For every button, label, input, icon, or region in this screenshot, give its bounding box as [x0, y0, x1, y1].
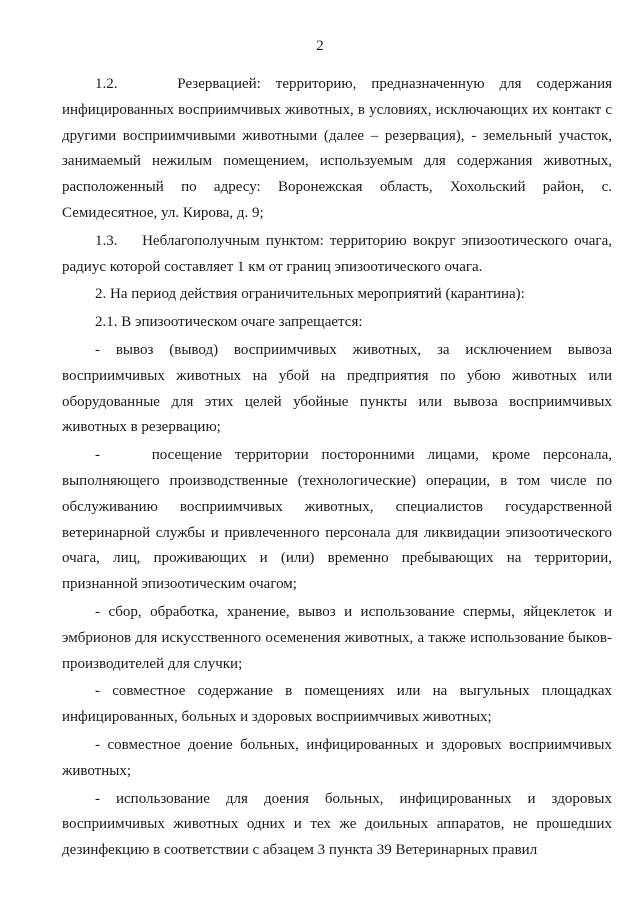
list-item-joint-keeping: - совместное содержание в помещениях или на выгульных площадках инфицированных, больных и здоровых восприимчивых животных; [62, 683, 612, 726]
paragraph-1-3-unfavorable-point: 1.3. Неблагополучным пунктом: территорию вокруг эпизоотического очага, радиус которой составляет 1 км от границ эпизоотического очага. [62, 232, 612, 275]
list-item-export-animals: - вывоз (вывод) восприимчивых животных, за исключением вывоза восприимчивых животных на убой на предприятия по убою животных или оборудованные для этих целей убойные пункты или вывоза восприимчивых животных в резервацию; [62, 341, 612, 436]
list-item-territory-visits: - посещение территории посторонними лицами, кроме персонала, выполняющего производственные (технологические) операции, в том числе по обслуживанию восприимчивых животных, специалистов государственной ветеринарной службы и привлеченного персонала для ликвидации эпизоотического очага, лиц, проживающих и (или) временно пребывающих на территории, признанной эпизоотическим очагом; [62, 447, 612, 593]
paragraph-1-2-reservation: 1.2. Резервацией: территорию, предназначенную для содержания инфицированных восприимчивых животных, в условиях, исключающих их контакт с другими восприимчивыми животными (далее – резервация), - земельный участок, занимаемый нежилым помещением, используемым для содержания животных, расположенный по адресу: Воронежская область, Хохольский район, с. Семидесятное, ул. Кирова, д. 9; [62, 76, 612, 221]
document-body [62, 72, 612, 864]
paragraph-2-quarantine-period: 2. На период действия ограничительных мероприятий (карантина): [95, 286, 525, 303]
list-item-joint-milking: - совместное доение больных, инфицированных и здоровых восприимчивых животных; [62, 736, 612, 779]
paragraph-2-1-prohibitions: 2.1. В эпизоотическом очаге запрещается: [95, 314, 363, 331]
list-item-milking-machines: - использование для доения больных, инфицированных и здоровых восприимчивых животных одних и тех же доильных аппаратов, не прошедших дезинфекцию в соответствии с абзацем 3 пункта 39 Ветеринарных правил [62, 790, 612, 859]
list-item-sperm-embryos: - сбор, обработка, хранение, вывоз и использование спермы, яйцеклеток и эмбрионов для искусственного осеменения животных, а также использование быков-производителей для случки; [62, 603, 612, 672]
page-number: 2 [316, 38, 324, 54]
